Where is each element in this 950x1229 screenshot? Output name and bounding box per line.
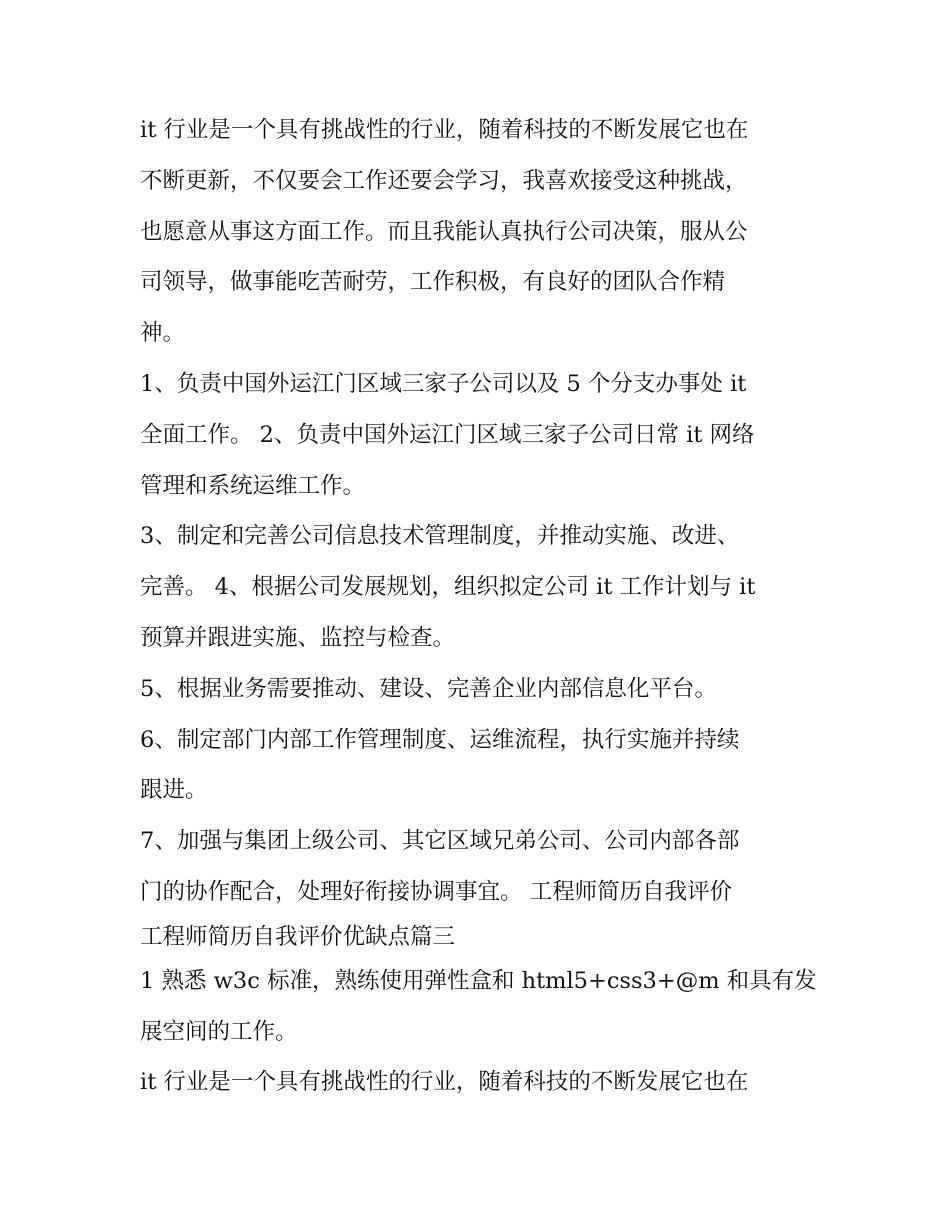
text-line: 门的协作配合，处理好衔接协调事宜。 工程师简历自我评价 bbox=[140, 878, 733, 905]
text-line: 工程师简历自我评价优缺点篇三 bbox=[140, 923, 456, 950]
text-line: 5、根据业务需要推动、建设、完善企业内部信息化平台。 bbox=[140, 675, 717, 702]
text-line: 管理和系统运维工作。 bbox=[140, 472, 366, 499]
text-line: 完善。 4、根据公司发展规划，组织拟定公司 it 工作计划与 it bbox=[140, 574, 756, 601]
text-line: 也愿意从事这方面工作。而且我能认真执行公司决策，服从公 bbox=[140, 218, 748, 245]
text-line: 1、负责中国外运江门区域三家子公司以及 5 个分支办事处 it bbox=[140, 370, 747, 397]
text-line: 全面工作。 2、负责中国外运江门区域三家子公司日常 it 网络 bbox=[140, 421, 755, 448]
text-line: 跟进。 bbox=[140, 777, 208, 804]
text-line: 不断更新，不仅要会工作还要会学习，我喜欢接受这种挑战， bbox=[140, 167, 748, 194]
text-line: 神。 bbox=[140, 320, 186, 347]
text-line: it 行业是一个具有挑战性的行业，随着科技的不断发展它也在 bbox=[140, 1069, 749, 1096]
text-line: 1 熟悉 w3c 标准，熟练使用弹性盒和 html5+css3+@m 和具有发 bbox=[140, 967, 817, 994]
text-line: 展空间的工作。 bbox=[140, 1018, 298, 1045]
text-line: it 行业是一个具有挑战性的行业，随着科技的不断发展它也在 bbox=[140, 117, 749, 143]
text-line: 7、加强与集团上级公司、其它区域兄弟公司、公司内部各部 bbox=[140, 828, 740, 855]
text-line: 预算并跟进实施、监控与检查。 bbox=[140, 624, 456, 651]
document-body bbox=[140, 105, 820, 1108]
text-line: 3、制定和完善公司信息技术管理制度，并推动实施、改进、 bbox=[140, 523, 740, 550]
text-line: 6、制定部门内部工作管理制度、运维流程，执行实施并持续 bbox=[140, 726, 740, 753]
text-line: 司领导，做事能吃苦耐劳，工作积极，有良好的团队合作精 bbox=[140, 269, 726, 296]
